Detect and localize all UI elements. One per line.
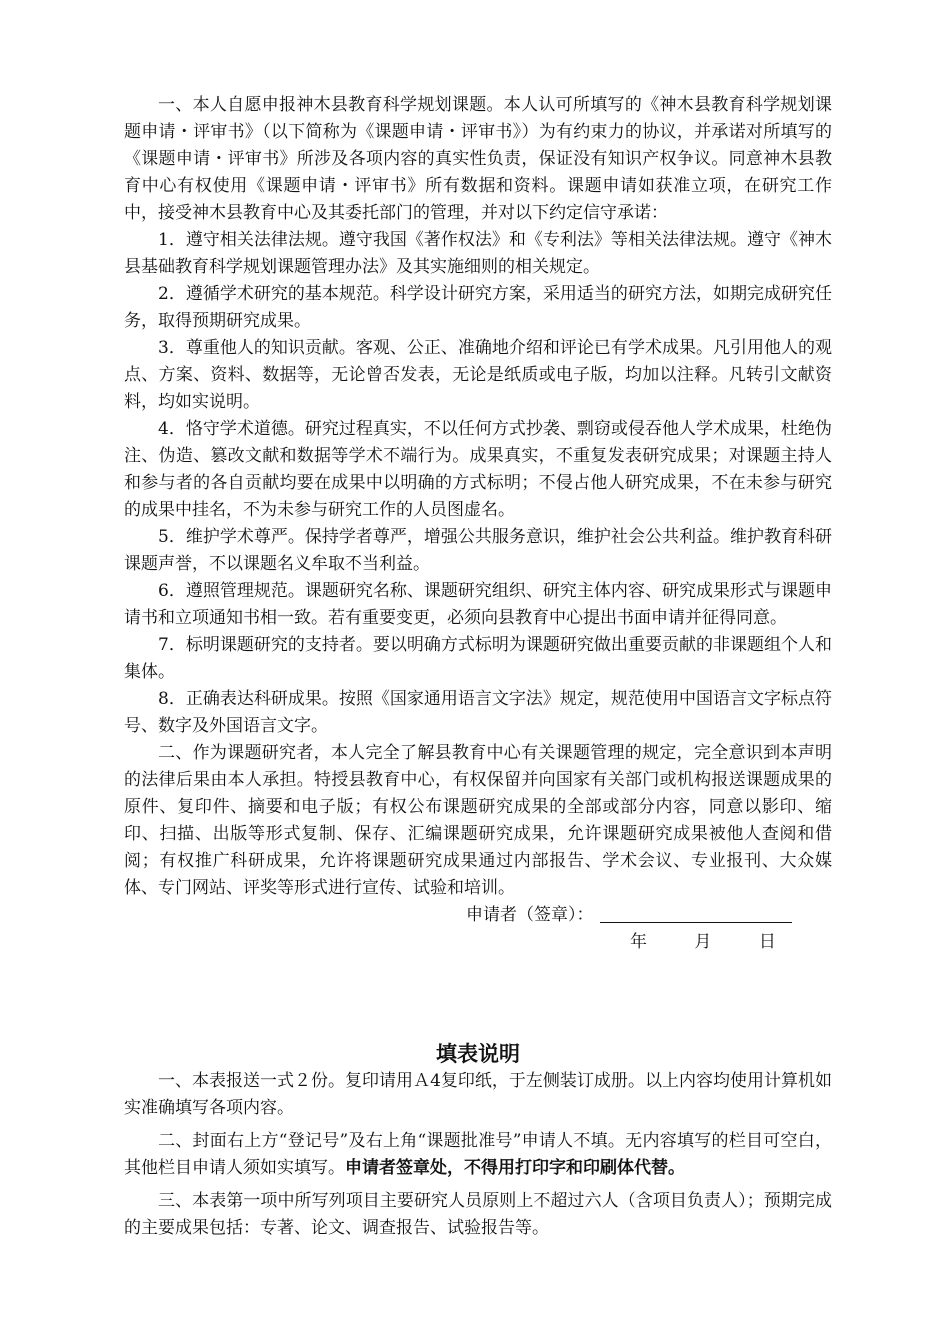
commitment-item-5: 5．维护学术尊严。保持学者尊严，增强公共服务意识，维护社会公共利益。维护教育科研课题声誉，不以课题名义牟取不当利益。 (124, 527, 832, 574)
commitment-item-6: 6．遵照管理规范。课题研究名称、课题研究组织、研究主体内容、研究成果形式与课题申请书和立项通知书相一致。若有重要变更，必须向县教育中心提出书面申请并征得同意。 (124, 581, 832, 628)
commitment-item-8: 8．正确表达科研成果。按照《国家通用语言文字法》规定，规范使用中国语言文字标点符号、数字及外国语言文字。 (124, 689, 832, 736)
declaration-paragraph-2: 二、作为课题研究者，本人完全了解县教育中心有关课题管理的规定，完全意识到本声明的法律后果由本人承担。特授县教育中心，有权保留并向国家有关部门或机构报送课题成果的原件、复印件、摘要和电子版；有权公布课题研究成果的全部或部分内容，同意以影印、缩印、扫描、出版等形式复制、保存、汇编课题研究成果，允许课题研究成果被他人查阅和借阅；有权推广科研成果，允许将课题研究成果通过内部报告、学术会议、专业报刊、大众媒体、专门网站、评奖等形式进行宣传、试验和培训。 (124, 743, 832, 898)
declaration-paragraph-1: 一、本人自愿申报神木县教育科学规划课题。本人认可所填写的《神木县教育科学规划课题申请・评审书》（以下简称为《课题申请・评审书》）为有约束力的协议，并承诺对所填写的《课题申请・评审书》所涉及各项内容的真实性负责，保证没有知识产权争议。同意神木县教育中心有权使用《课题申请・评审书》所有数据和资料。课题申请如获准立项，在研究工作中，接受神木县教育中心及其委托部门的管理，并对以下约定信守承诺： (124, 95, 832, 223)
signature-label: 申请者（签章）： (466, 905, 594, 925)
instructions-title: 填表说明 (436, 1042, 520, 1066)
signature-field[interactable] (600, 904, 792, 923)
date-row (124, 929, 832, 956)
instruction-2-emphasis: 申请者签章处，不得用打印字和印刷体代替。 (345, 1158, 685, 1178)
instruction-2 (124, 1128, 832, 1182)
commitment-item-7: 7．标明课题研究的支持者。要以明确方式标明为课题研究做出重要贡献的非课题组个人和集体。 (124, 635, 832, 682)
commitment-item-4: 4．恪守学术道德。研究过程真实，不以任何方式抄袭、剽窃或侵吞他人学术成果，杜绝伪注、伪造、篡改文献和数据等学术不端行为。成果真实，不重复发表研究成果；对课题主持人和参与者的各自贡献均要在成果中以明确的方式标明；不侵占他人研究成果，不在未参与研究的成果中挂名，不为未参与研究工作的人员图虚名。 (124, 419, 832, 520)
commitment-item-2: 2．遵循学术研究的基本规范。科学设计研究方案，采用适当的研究方法，如期完成研究任务，取得预期研究成果。 (124, 284, 832, 331)
instruction-1: 一、本表报送一式２份。复印请用Ａ4复印纸，于左侧装订成册。以上内容均使用计算机如实准确填写各项内容。 (124, 1071, 832, 1118)
declaration-section (124, 92, 832, 1238)
instructions-section (124, 1068, 832, 1248)
commitment-item-1: 1．遵守相关法律法规。遵守我国《著作权法》和《专利法》等相关法律法规。遵守《神木县基础教育科学规划课题管理办法》及其实施细则的相关规定。 (124, 230, 832, 277)
commitment-item-3: 3．尊重他人的知识贡献。客观、公正、准确地介绍和评论已有学术成果。凡引用他人的观点、方案、资料、数据等，无论曾否发表，无论是纸质或电子版，均加以注释。凡转引文献资料，均如实说明。 (124, 338, 832, 412)
date-day-label: 日 (758, 932, 776, 952)
instruction-2-text: 二、封面右上方“登记号”及右上角“课题批准号”申请人不填。无内容填写的栏目可空白，其他栏目申请人须如实填写。 (124, 1131, 832, 1178)
signature-row (124, 902, 832, 929)
date-year-label: 年 (630, 932, 647, 952)
date-month-label: 月 (694, 932, 712, 952)
instruction-3: 三、本表第一项中所写列项目主要研究人员原则上不超过六人（含项目负责人）；预期完成的主要成果包括：专著、论文、调查报告、试验报告等。 (124, 1191, 832, 1238)
